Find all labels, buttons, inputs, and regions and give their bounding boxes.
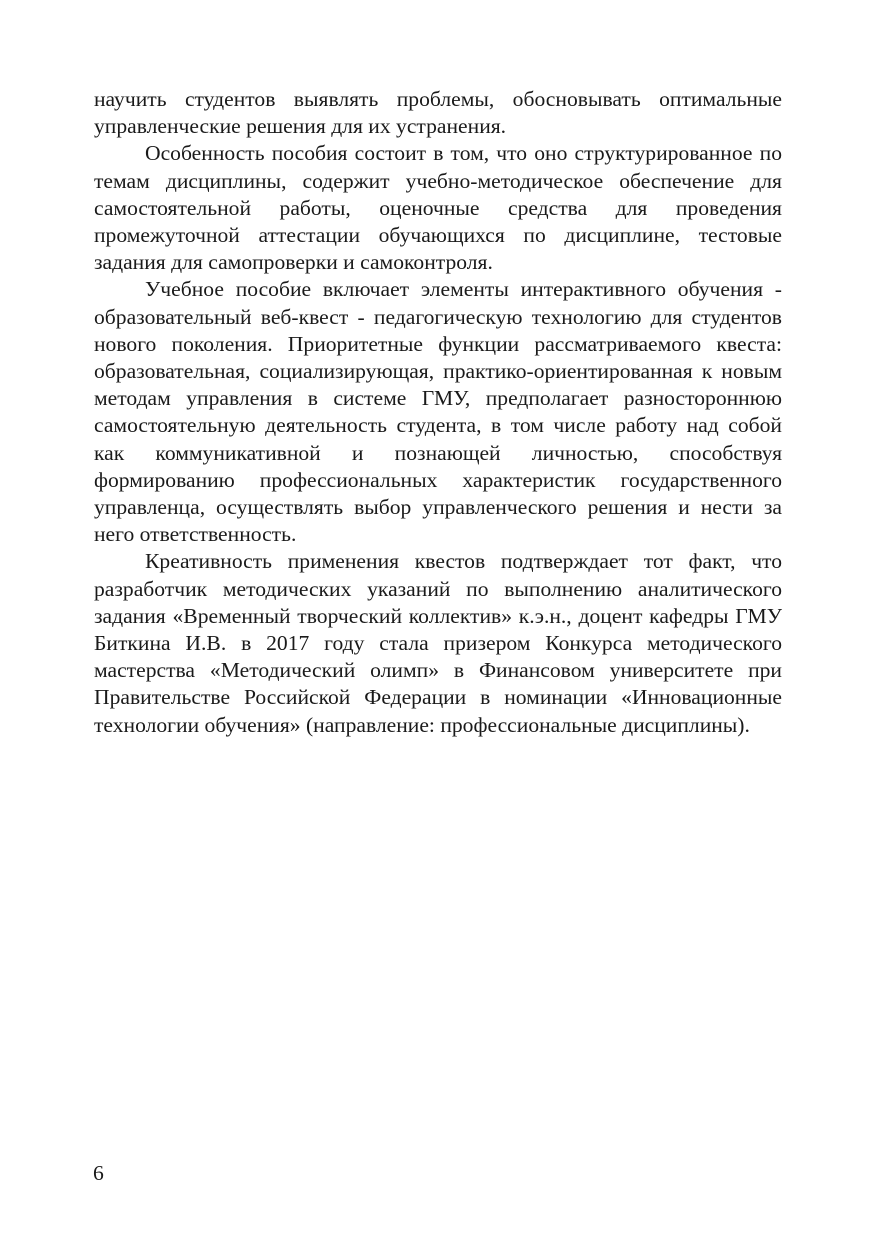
paragraph-continuation: научить студентов выявлять проблемы, обосновывать оптимальные управленческие решения для их устранения. bbox=[94, 87, 782, 139]
paragraph-quest-creativity: Креативность применения квестов подтверждает тот факт, что разработчик методических указаний по выполнению аналитического задания «Временный творческий коллектив» к.э.н., доцент кафедры ГМУ Биткина И.В. в 2017 году стала призером Конкурса методического мастерства «Методический олимп» в Финансовом университете при Правительстве Российской Федерации в номинации «Инновационные технологии обучения» (направление: профессиональные дисциплины). bbox=[94, 549, 782, 737]
body-text bbox=[94, 86, 782, 739]
page-number: 6 bbox=[93, 1161, 104, 1185]
paragraph-interactive-learning: Учебное пособие включает элементы интерактивного обучения - образовательный веб-квест - педагогическую технологию для студентов нового поколения. Приоритетные функции рассматриваемого квеста: образовательная, социализирующая, практико-ориентированная к новым методам управления в системе ГМУ, предполагает разностороннюю самостоятельную деятельность студента, в том числе работу над собой как коммуникативной и познающей личностью, способствуя формированию профессиональных характеристик государственного управленца, осуществлять выбор управленческого решения и нести за него ответственность. bbox=[94, 277, 782, 547]
paragraph-manual-features: Особенность пособия состоит в том, что оно структурированное по темам дисциплины, содержит учебно-методическое обеспечение для самостоятельной работы, оценочные средства для проведения промежуточной аттестации обучающихся по дисциплине, тестовые задания для самопроверки и самоконтроля. bbox=[94, 141, 782, 275]
